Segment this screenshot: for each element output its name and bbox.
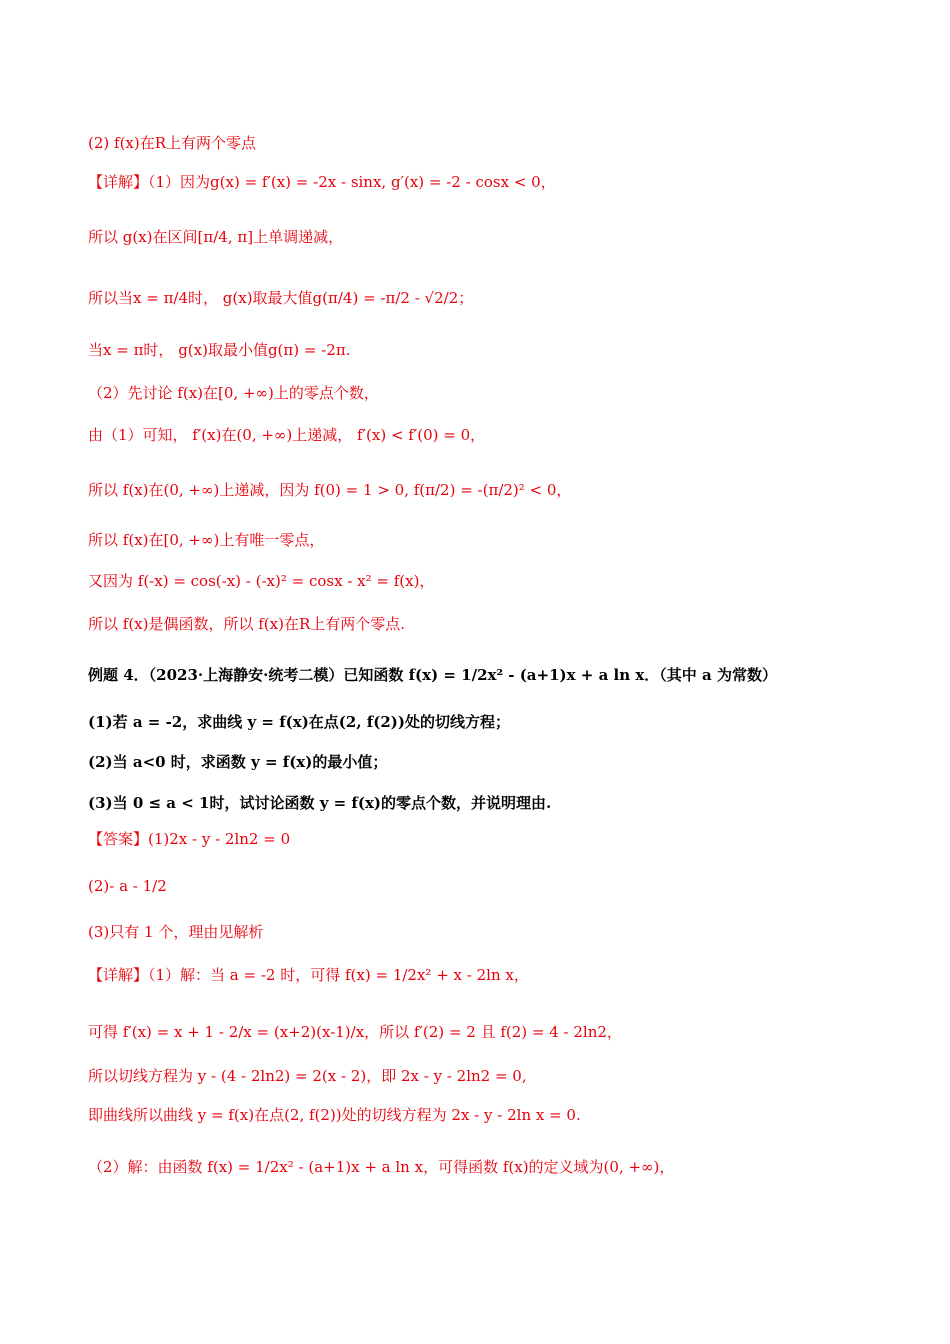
answer-2: (2)- a - 1/2	[88, 877, 167, 895]
solution-line-7: 所以 f(x)在(0, +∞)上递减，因为 f(0) = 1 > 0, f(π/2) = -(π/2)² < 0，	[88, 481, 572, 499]
detail-line-4: 即曲线所以曲线 y = f(x)在点(2, f(2))处的切线方程为 2x - y - 2ln x = 0.	[88, 1106, 581, 1124]
solution-line-3: 所以当x = π/4时， g(x)取最大值g(π/4) = -π/2 - √2/2；	[88, 289, 474, 307]
question-3: (3)当 0 ≤ a < 1时，试讨论函数 y = f(x)的零点个数，并说明理由.	[88, 794, 552, 812]
solution-line-4: 当x = π时， g(x)取最小值g(π) = -2π.	[88, 341, 351, 359]
solution-line-6: 由（1）可知， f′(x)在(0, +∞)上递减， f′(x) < f′(0) = 0，	[88, 426, 486, 444]
solution-line-9: 又因为 f(-x) = cos(-x) - (-x)² = cosx - x² = f(x)，	[88, 572, 435, 590]
question-2: (2)当 a<0 时，求函数 y = f(x)的最小值；	[88, 753, 388, 771]
detail-line-2: 可得 f′(x) = x + 1 - 2/x = (x+2)(x-1)/x，所以 f′(2) = 2 且 f(2) = 4 - 2ln2，	[88, 1023, 622, 1041]
solution-line-2: 所以 g(x)在区间[π/4, π]上单调递减，	[88, 228, 344, 246]
solution-line-10: 所以 f(x)是偶函数，所以 f(x)在R上有两个零点.	[88, 615, 406, 633]
detail-line-1: 【详解】（1）解：当 a = -2 时，可得 f(x) = 1/2x² + x - 2ln x，	[88, 966, 529, 984]
answer-part-2: (2) f(x)在R上有两个零点	[88, 134, 257, 152]
detail-line-5: （2）解：由函数 f(x) = 1/2x² - (a+1)x + a ln x，可得函数 f(x)的定义域为(0, +∞)，	[88, 1158, 675, 1176]
solution-line-5: （2）先讨论 f(x)在[0, +∞)上的零点个数，	[88, 384, 379, 402]
detail-line-3: 所以切线方程为 y - (4 - 2ln2) = 2(x - 2)，即 2x - y - 2ln2 = 0,	[88, 1067, 527, 1085]
solution-line-8: 所以 f(x)在[0, +∞)上有唯一零点，	[88, 531, 325, 549]
solution-line-1: 【详解】（1）因为g(x) = f′(x) = -2x - sinx, g′(x) = -2 - cosx < 0，	[88, 173, 556, 191]
example-4-title: 例题 4．（2023·上海静安·统考二模）已知函数 f(x) = 1/2x² - (a+1)x + a ln x．（其中 a 为常数）	[88, 666, 777, 684]
answer-3: (3)只有 1 个，理由见解析	[88, 923, 264, 941]
answer-1: 【答案】(1)2x - y - 2ln2 = 0	[88, 830, 291, 848]
question-1: (1)若 a = -2，求曲线 y = f(x)在点(2, f(2))处的切线方程；	[88, 713, 510, 731]
